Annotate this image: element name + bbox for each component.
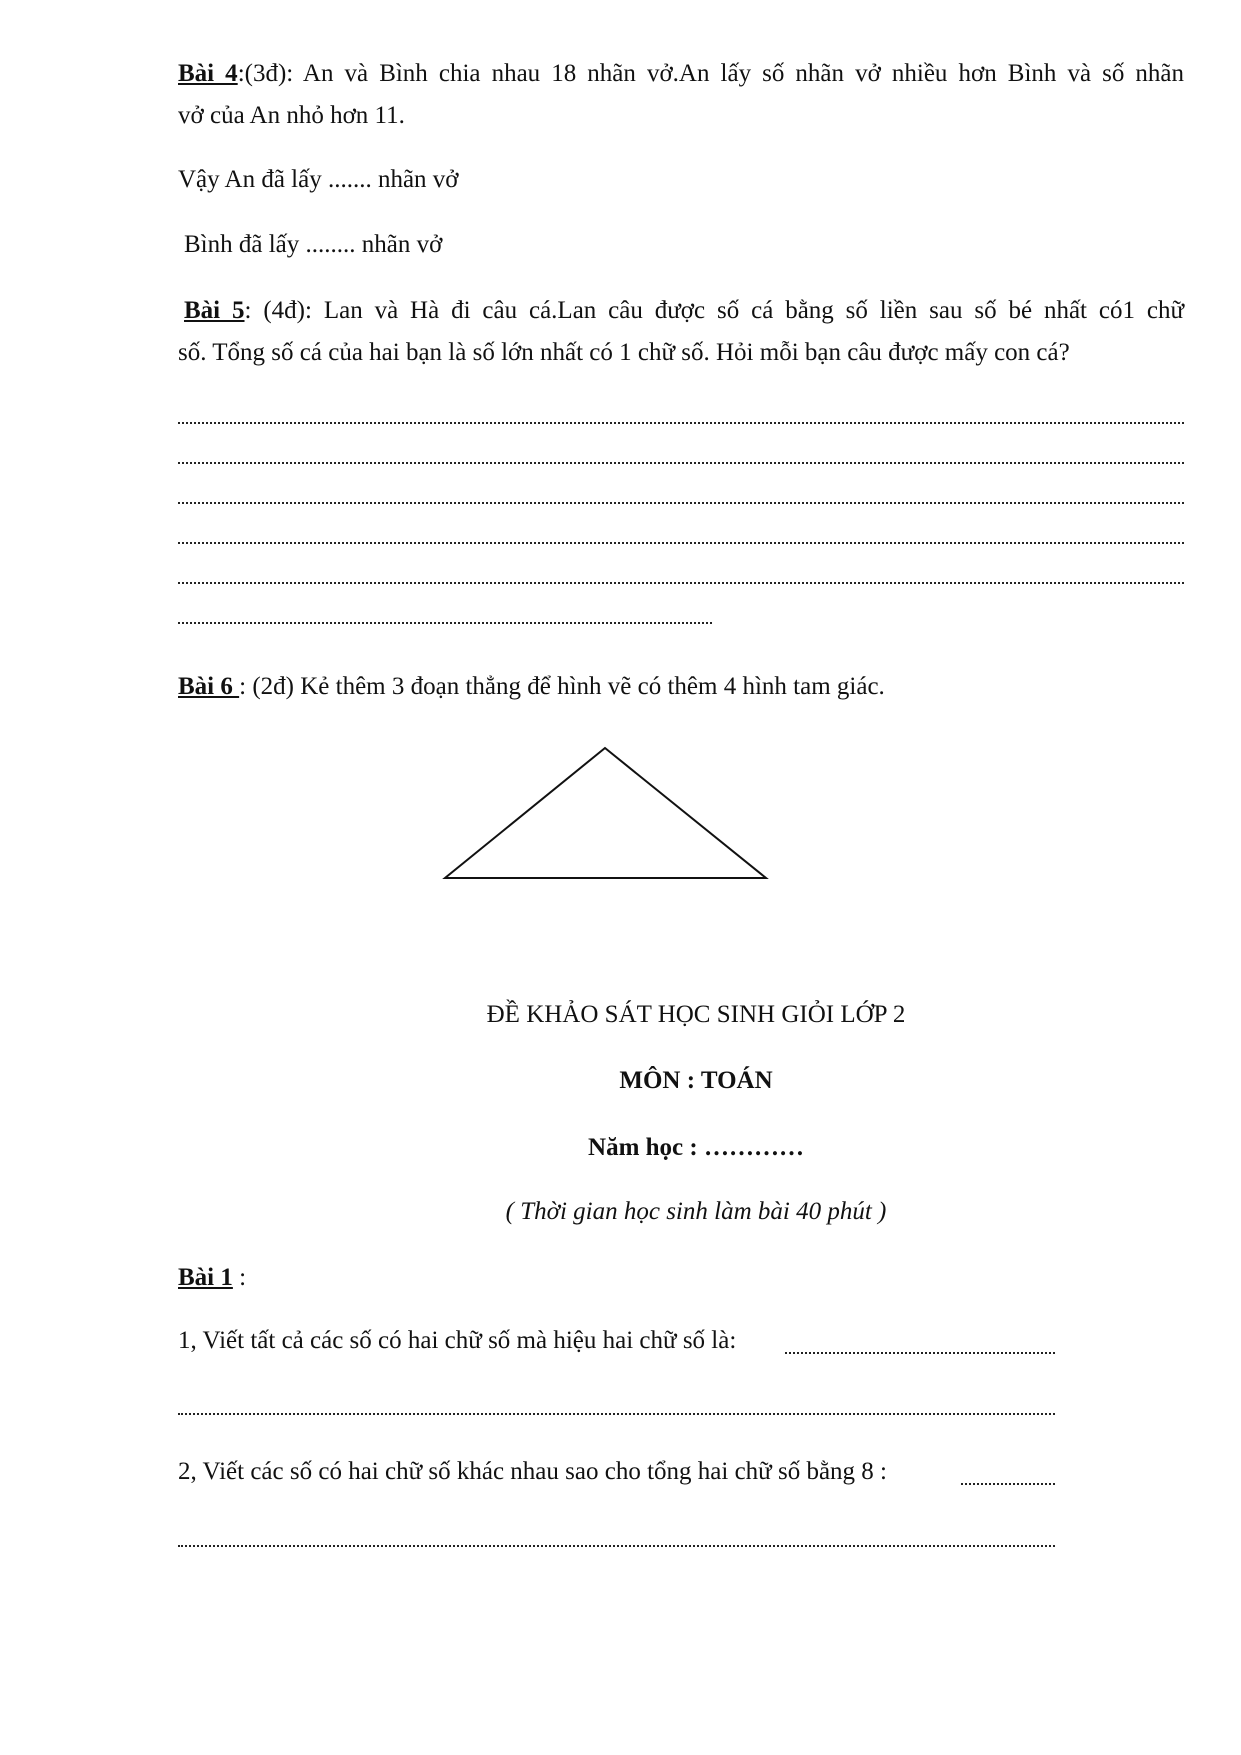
answer-line[interactable]	[178, 502, 1184, 504]
exam-time: ( Thời gian học sinh làm bài 40 phút )	[505, 1198, 887, 1225]
bai4-line2: vở của An nhỏ hơn 11.	[178, 102, 405, 129]
answer-line[interactable]	[178, 462, 1184, 464]
answer-line[interactable]	[178, 582, 1184, 584]
bai1-heading	[178, 1262, 246, 1294]
answer-line[interactable]	[178, 622, 712, 624]
bai1-q1: 1, Viết tất cả các số có hai chữ số mà hiệu hai chữ số là:	[178, 1327, 737, 1354]
answer-line[interactable]	[961, 1483, 1055, 1485]
bai6-line	[178, 671, 885, 703]
bai4-line1	[178, 58, 1184, 90]
exam-year: Năm học : …………	[588, 1134, 804, 1161]
bai5-label: Bài 5	[184, 297, 245, 324]
exam-title: ĐỀ KHẢO SÁT HỌC SINH GIỎI LỚP 2	[486, 1001, 906, 1028]
bai4-answer-an: Vậy An đã lấy ....... nhãn vở	[178, 166, 459, 193]
bai1-colon: :	[232, 1264, 247, 1291]
bai5-text: : (4đ): Lan và Hà đi câu cá.Lan câu được số cá bằng số liền sau số bé nhất có1 chữ	[244, 297, 1184, 324]
answer-line[interactable]	[785, 1352, 1055, 1354]
bai1-q2: 2, Viết các số có hai chữ số khác nhau sao cho tổng hai chữ số bằng 8 :	[178, 1458, 887, 1485]
answer-line[interactable]	[178, 1413, 1055, 1415]
bai1-label: Bài 1	[178, 1264, 233, 1291]
triangle-shape	[445, 748, 766, 878]
bai6-text: : (2đ) Kẻ thêm 3 đoạn thẳng để hình vẽ có thêm 4 hình tam giác.	[239, 673, 885, 700]
bai5-line1	[184, 295, 1184, 327]
triangle-figure	[440, 740, 770, 885]
exam-subject: MÔN : TOÁN	[619, 1067, 773, 1094]
bai4-text: :(3đ): An và Bình chia nhau 18 nhãn vở.An lấy số nhãn vở nhiều hơn Bình và số nhãn	[237, 60, 1184, 87]
bai5-line2: số. Tổng số cá của hai bạn là số lớn nhất có 1 chữ số. Hỏi mỗi bạn câu được mấy con cá?	[178, 339, 1070, 366]
bai4-answer-binh: Bình đã lấy ........ nhãn vở	[184, 231, 443, 258]
bai6-label: Bài 6	[178, 673, 240, 700]
answer-line[interactable]	[178, 422, 1184, 424]
answer-line[interactable]	[178, 1545, 1055, 1547]
answer-line[interactable]	[178, 542, 1184, 544]
bai4-label: Bài 4	[178, 60, 238, 87]
